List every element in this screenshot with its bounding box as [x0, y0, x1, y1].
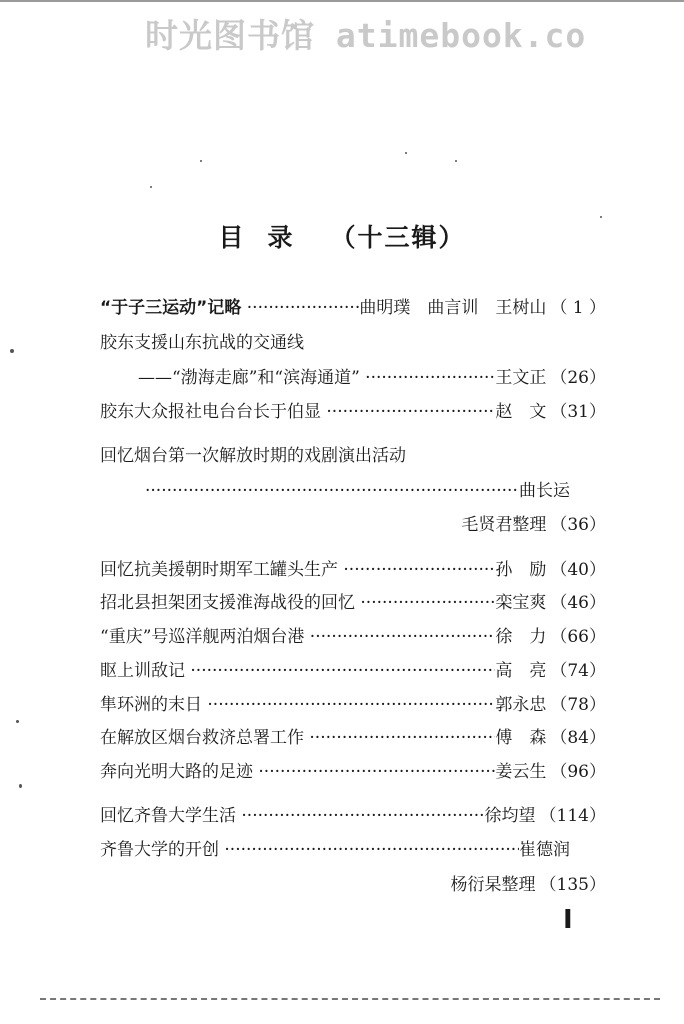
toc-entry — [440, 512, 606, 538]
entry-page: （135） — [539, 875, 606, 895]
entry-title: 招北县担架团支援淮海战役的回忆 — [100, 593, 355, 613]
entry-author: 毛贤君整理 — [461, 515, 547, 535]
entry-title: “于子三运动”记略 — [100, 298, 242, 318]
toc-title-main: 目录 — [218, 223, 317, 252]
entry-title: 在解放区烟台救济总署工作 — [100, 728, 304, 748]
speck — [455, 160, 457, 162]
entry-title: 回忆烟台第一次解放时期的戏剧演出活动 — [100, 446, 406, 466]
entry-page: （66） — [550, 627, 606, 647]
toc-entry — [100, 837, 570, 863]
entry-page: （46） — [550, 593, 606, 613]
entry-title: 胶东支援山东抗战的交通线 — [100, 333, 304, 353]
entry-author: 徐均望 — [484, 806, 536, 826]
entry-title: 眍上训敌记 — [100, 661, 185, 681]
entry-page: （96） — [550, 762, 606, 782]
toc-entry — [145, 478, 570, 504]
entry-page: （74） — [550, 661, 606, 681]
speck — [200, 160, 202, 162]
entry-title: 奔向光明大路的足迹 — [100, 762, 253, 782]
entry-page: （40） — [550, 560, 606, 580]
toc-entry — [100, 759, 606, 785]
toc-entry — [100, 399, 606, 425]
entry-author: 曲长运 — [519, 481, 570, 501]
entry-author: 姜云生 — [495, 762, 547, 782]
entry-author: 郭永忠 — [495, 695, 547, 715]
speck — [405, 152, 407, 154]
entry-page: （31） — [550, 402, 606, 422]
entry-page: （ 1 ） — [550, 298, 606, 318]
toc-title — [0, 218, 684, 254]
entry-page: （84） — [550, 728, 606, 748]
toc-entry — [100, 590, 606, 616]
entry-author: 栾宝爽 — [495, 593, 547, 613]
entry-title: 齐鲁大学的开创 — [100, 840, 219, 860]
entry-author: 王文正 — [495, 368, 547, 388]
entry-page: （78） — [550, 695, 606, 715]
entry-page: （26） — [550, 368, 606, 388]
entry-author: 崔德润 — [519, 840, 570, 860]
watermark: 时光图书馆 atimebook.co — [145, 16, 587, 55]
entry-author: 曲明璞 曲言训 王树山 — [359, 298, 547, 318]
entry-title: 回忆齐鲁大学生活 — [100, 806, 236, 826]
entry-page: （114） — [539, 806, 606, 826]
toc-entry — [100, 295, 606, 321]
entry-title: 胶东大众报社电台台长于伯显 — [100, 402, 321, 422]
entry-author: 孙 励 — [495, 560, 547, 580]
toc-entry — [100, 330, 304, 356]
bottom-border — [40, 998, 660, 1000]
toc-entry — [100, 803, 606, 829]
toc-entry — [100, 557, 606, 583]
entry-author: 杨衍杲整理 — [450, 875, 536, 895]
top-border — [0, 0, 684, 2]
toc-entry — [100, 692, 606, 718]
toc-entry — [420, 872, 606, 898]
speck — [16, 720, 19, 723]
speck — [150, 186, 152, 188]
page-mark: I — [563, 905, 573, 935]
toc-title-volume: （十三辑） — [330, 223, 466, 252]
entry-author: 徐 力 — [495, 627, 547, 647]
entry-author: 赵 文 — [495, 402, 547, 422]
toc-entry — [100, 658, 606, 684]
speck — [19, 784, 22, 788]
toc-entry — [100, 624, 606, 650]
entry-page: （36） — [550, 515, 606, 535]
entry-author: 傅 森 — [495, 728, 547, 748]
toc-entry — [100, 443, 406, 469]
speck — [10, 349, 14, 353]
entry-title: 回忆抗美援朝时期军工罐头生产 — [100, 560, 338, 580]
toc-entry — [138, 365, 606, 391]
entry-author: 高 亮 — [495, 661, 547, 681]
entry-title: ——“渤海走廊”和“滨海通道” — [138, 368, 360, 388]
entry-title: “重庆”号巡洋舰两泊烟台港 — [100, 627, 305, 647]
toc-entry — [100, 725, 606, 751]
entry-title: 隼环洲的末日 — [100, 695, 202, 715]
